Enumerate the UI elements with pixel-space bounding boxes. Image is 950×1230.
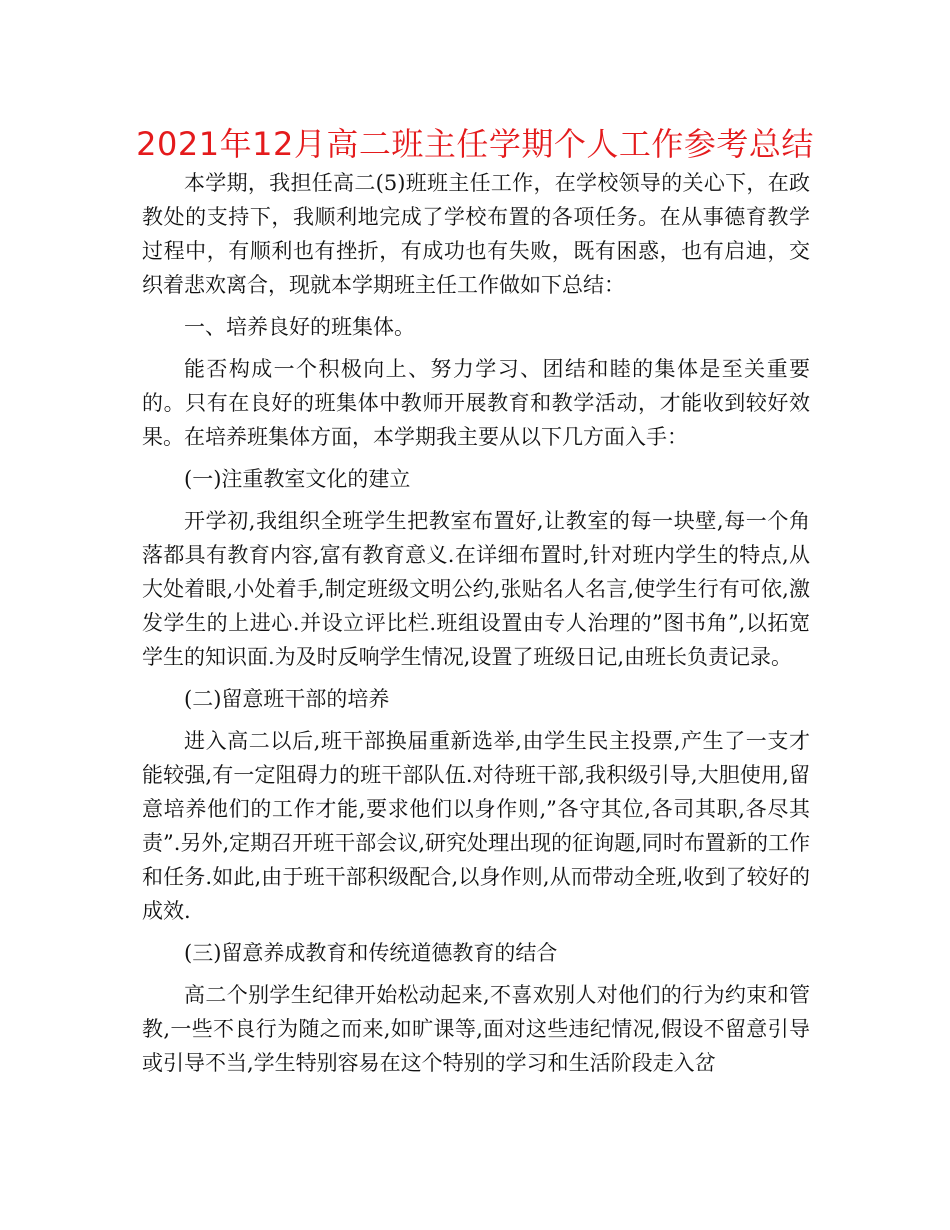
section-heading-1: 一、培养良好的班集体。 [184, 315, 415, 339]
subsection-heading-3: (三)留意养成教育和传统道德教育的结合 [184, 941, 558, 965]
subsection-heading-2: (二)留意班干部的培养 [184, 687, 390, 711]
document-title: 2021年12月高二班主任学期个人工作参考总结 [136, 125, 814, 163]
paragraph-intro: 本学期，我担任高二(5)班班主任工作，在学校领导的关心下，在政教处的支持下，我顺利地完成了学校布置的各项任务。在从事德育教学过程中，有顺利也有挫折，有成功也有失败，既有困惑，也有启迪，交织着悲欢离合，现就本学期班主任工作做如下总结： [142, 171, 810, 297]
paragraph-habit-education: 高二个别学生纪律开始松动起来,不喜欢别人对他们的行为约束和管教,一些不良行为随之而来,如旷课等,面对这些违纪情况,假设不留意引导或引导不当,学生特别容易在这个特别的学习和生活阶段走入岔 [142, 983, 810, 1075]
paragraph-class-collective: 能否构成一个积极向上、努力学习、团结和睦的集体是至关重要的。只有在良好的班集体中教师开展教育和教学活动，才能收到较好效果。在培养班集体方面，本学期我主要从以下几方面入手： [142, 357, 810, 449]
document-body [142, 166, 810, 1088]
paragraph-classroom-culture: 开学初,我组织全班学生把教室布置好,让教室的每一块壁,每一个角落都具有教育内容,富有教育意义.在详细布置时,针对班内学生的特点,从大处着眼,小处着手,制定班级文明公约,张贴名人名言,使学生行有可依,激发学生的上进心.并设立评比栏.班组设置由专人治理的”图书角”,以拓宽学生的知识面.为及时反响学生情况,设置了班级日记,由班长负责记录。 [142, 509, 810, 669]
paragraph-class-cadres: 进入高二以后,班干部换届重新选举,由学生民主投票,产生了一支才能较强,有一定阻碍力的班干部队伍.对待班干部,我积级引导,大胆使用,留意培养他们的工作才能,要求他们以身作则,”各守其位,各司其职,各尽其责”.另外,定期召开班干部会议,研究处理出现的征询题,同时布置新的工作和任务.如此,由于班干部积级配合,以身作则,从而带动全班,收到了较好的成效. [142, 729, 810, 923]
subsection-heading-1: (一)注重教室文化的建立 [184, 467, 411, 491]
